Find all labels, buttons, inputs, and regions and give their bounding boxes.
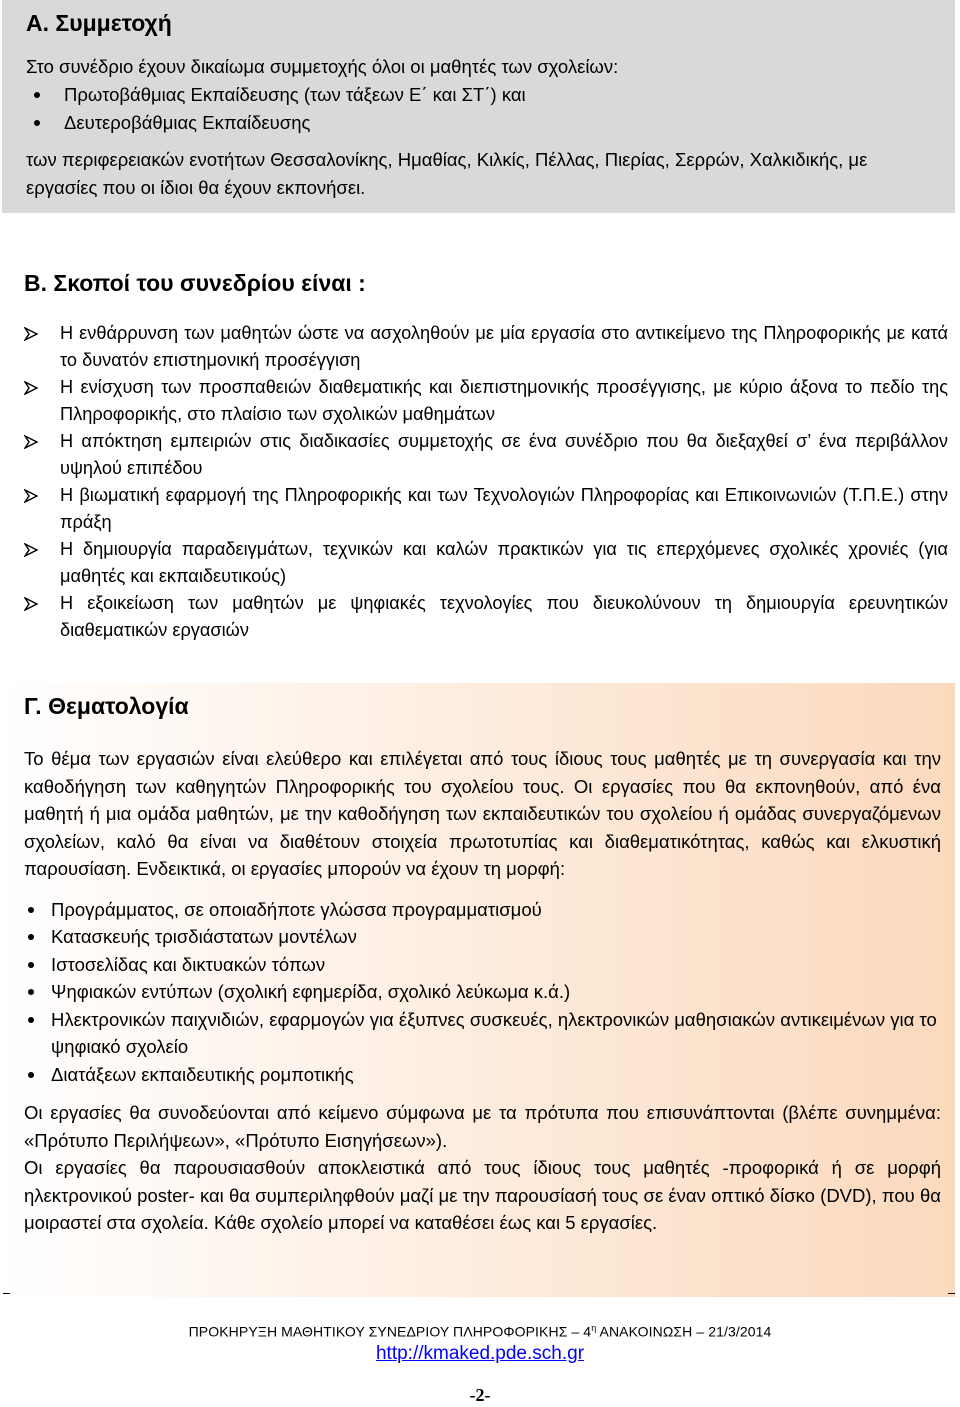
list-item: [24, 482, 948, 536]
goal-text: Η ενθάρρυνση των μαθητών ώστε να ασχοληθούν με μία εργασία στο αντικείμενο της Πληροφορικής με κατά το δυνατόν επιστημονική προσέγγιση: [60, 323, 948, 370]
section-participation: [2, 0, 955, 213]
arrow-bullet-icon: [24, 327, 38, 341]
section-c-bullet-list: [24, 896, 941, 1089]
list-item: Ηλεκτρονικών παιχνιδιών, εφαρμογών για έξυπνες συσκευές, ηλεκτρονικών μαθησιακών αντικειμένων για το ψηφιακό σχολείο: [24, 1006, 941, 1061]
section-c-intro: Το θέμα των εργασιών είναι ελεύθερο και επιλέγεται από τους ίδιους τους μαθητές με τη συνεργασία και την καθοδήγηση των καθηγητών Πληροφορικής του σχολείου τους. Οι εργασίες που θα εκπονηθούν, από ένα μαθητή ή μια ομάδα μαθητών, με την καθοδήγηση των εκπαιδευτικών του σχολείου ή ομάδας συνεργαζόμενων σχολείων, καλό θα είναι να διαθέτουν στοιχεία πρωτοτυπίας και διαθεματικότητας, καθώς και ελκυστική παρουσίαση. Ενδεικτικά, οι εργασίες μπορούν να έχουν τη μορφή:: [24, 748, 941, 879]
section-a-intro: Στο συνέδριο έχουν δικαίωμα συμμετοχής όλοι οι μαθητές των σχολείων:: [26, 56, 619, 77]
divider: [3, 1293, 10, 1294]
arrow-bullet-icon: [24, 381, 38, 395]
section-c-heading: Γ. Θεματολογία: [24, 693, 189, 719]
footer-superscript: η: [591, 1323, 597, 1333]
arrow-bullet-icon: [24, 435, 38, 449]
section-goals: [24, 268, 948, 644]
section-a-outro: των περιφερειακών ενοτήτων Θεσσαλονίκης, Ημαθίας, Κιλκίς, Πέλλας, Πιερίας, Σερρών, Χαλκιδικής, με εργασίες που οι ίδιοι θα έχουν εκπονήσει.: [26, 149, 868, 198]
list-item: Δευτεροβάθμιας Εκπαίδευσης: [26, 109, 931, 137]
goal-text: Η βιωματική εφαρμογή της Πληροφορικής και των Τεχνολογιών Πληροφορίας και Επικοινωνιών (Τ.Π.Ε.) στην πράξη: [60, 485, 948, 532]
list-item: Πρωτοβάθμιας Εκπαίδευσης (των τάξεων Ε΄ και ΣΤ΄) και: [26, 81, 931, 109]
section-a-heading: Α. Συμμετοχή: [26, 10, 172, 36]
list-item: [24, 590, 948, 644]
section-c-submission-paragraph: Οι εργασίες θα συνοδεύονται από κείμενο σύμφωνα με τα πρότυπα που επισυνάπτονται (βλέπε συνημμένα: «Πρότυπο Περιλήψεων», «Πρότυπο Εισηγήσεων»).: [24, 1102, 941, 1151]
page-number: -2-: [469, 1385, 491, 1405]
section-a-bullet-list: [26, 81, 931, 137]
list-item: Προγράμματος, σε οποιαδήποτε γλώσσα προγραμματισμού: [24, 896, 941, 924]
section-b-goal-list: [24, 320, 948, 644]
section-c-presentation-paragraph: Οι εργασίες θα παρουσιασθούν αποκλειστικά από τους ίδιους τους μαθητές -προφορικά ή σε μορφή ηλεκτρονικού poster- και θα συμπεριληφθούν μαζί με την παρουσίασή τους σε έναν οπτικό δίσκο (DVD), που θα μοιραστεί στα σχολεία. Κάθε σχολείο μπορεί να καταθέσει έως και 5 εργασίες.: [24, 1157, 941, 1233]
arrow-bullet-icon: [24, 543, 38, 557]
list-item: Ιστοσελίδας και δικτυακών τόπων: [24, 951, 941, 979]
arrow-bullet-icon: [24, 489, 38, 503]
list-item: Κατασκευής τρισδιάστατων μοντέλων: [24, 923, 941, 951]
divider: [948, 1293, 955, 1294]
list-item: Ψηφιακών εντύπων (σχολική εφημερίδα, σχολικό λεύκωμα κ.ά.): [24, 978, 941, 1006]
footer-link-row: [0, 1341, 960, 1367]
website-link[interactable]: http://kmaked.pde.sch.gr: [375, 1343, 585, 1364]
footer-text-after: ΑΝΑΚΟΙΝΩΣΗ – 21/3/2014: [596, 1323, 772, 1340]
list-item: [24, 374, 948, 428]
list-item: [24, 428, 948, 482]
goal-text: Η ενίσχυση των προσπαθειών διαθεματικής και διεπιστημονικής προσέγγισης, με κύριο άξονα το πεδίο της Πληροφορικής, στο πλαίσιο των σχολικών μαθημάτων: [60, 377, 948, 424]
goal-text: Η απόκτηση εμπειριών στις διαδικασίες συμμετοχής σε ένα συνέδριο που θα διεξαχθεί σ’ ένα περιβάλλον υψηλού επιπέδου: [60, 431, 948, 478]
arrow-bullet-icon: [24, 597, 38, 611]
section-b-heading: Β. Σκοποί του συνεδρίου είναι :: [24, 270, 366, 296]
list-item: [24, 320, 948, 374]
goal-text: Η δημιουργία παραδειγμάτων, τεχνικών και καλών πρακτικών για τις επερχόμενες σχολικές χρονιές (για μαθητές και εκπαιδευτικούς): [60, 539, 948, 586]
section-topics: [2, 683, 955, 1297]
goal-text: Η εξοικείωση των μαθητών με ψηφιακές τεχνολογίες που διευκολύνουν τη δημιουργία ερευνητικών διαθεματικών εργασιών: [60, 593, 948, 640]
list-item: [24, 536, 948, 590]
footer-text-before: ΠΡΟΚΗΡΥΞΗ ΜΑΘΗΤΙΚΟΥ ΣΥΝΕΔΡΙΟΥ ΠΛΗΡΟΦΟΡΙΚΗΣ – 4: [188, 1323, 592, 1340]
footer-title: [0, 1318, 960, 1342]
list-item: Διατάξεων εκπαιδευτικής ρομποτικής: [24, 1061, 941, 1089]
